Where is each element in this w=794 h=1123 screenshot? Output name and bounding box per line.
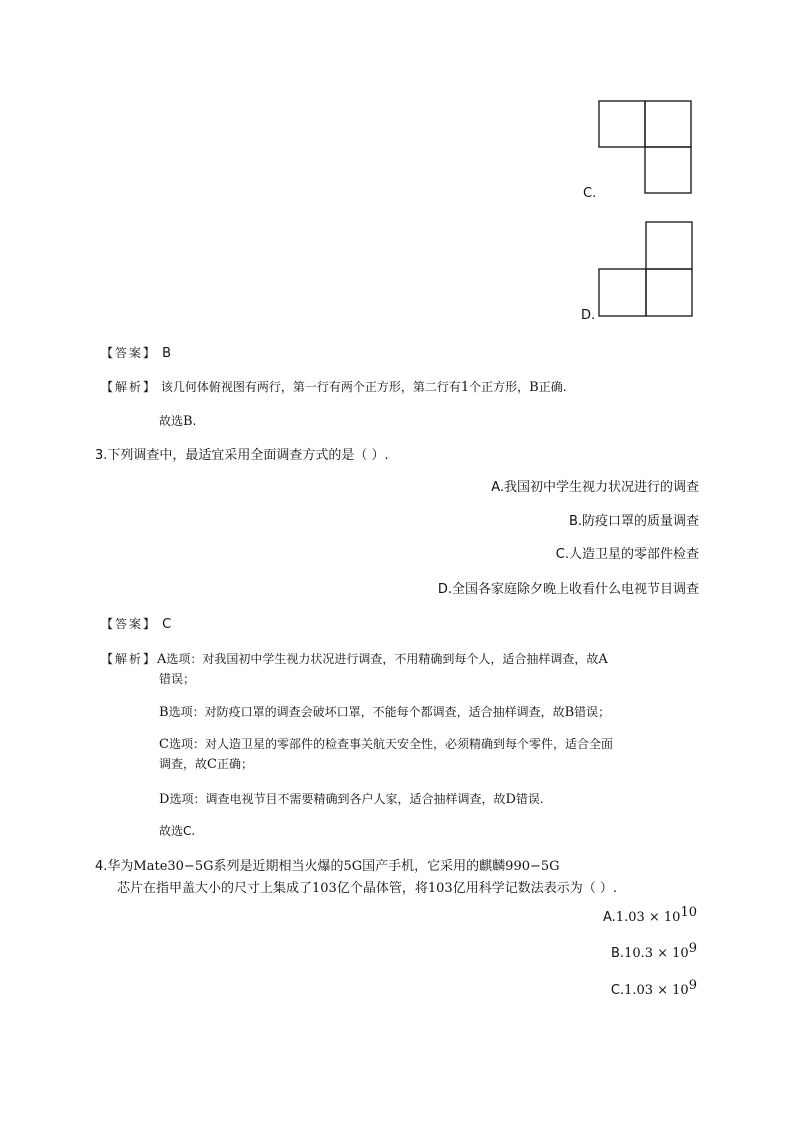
- q4-stem-line2: 芯片在指甲盖大小的尺寸上集成了103亿个晶体管，将103亿用科学记数法表示为（ ）.: [117, 881, 617, 896]
- option-c-figure: [598, 100, 694, 196]
- square-c-3: [645, 147, 691, 193]
- answer-value: B: [162, 346, 172, 361]
- q3-answer: [101, 613, 171, 632]
- answer-value: C: [162, 617, 172, 632]
- q3-analysis-c: C选项：对人造卫星的零部件的检查事关航天安全性，必须精确到每个零件，适合全面: [159, 737, 613, 752]
- square-c-1: [599, 101, 645, 147]
- answer-tag: 【答案】: [101, 617, 158, 631]
- option-d-figure-label: D.: [581, 308, 596, 323]
- q3-option-d: D.全国各家庭除夕晚上收看什么电视节目调查: [437, 582, 699, 597]
- q3-stem: 3.下列调查中，最适宜采用全面调查方式的是（ ）.: [95, 448, 389, 463]
- q3-analysis-a-cont: 错误；: [159, 672, 196, 686]
- q3-conclusion: 故选C.: [159, 824, 196, 838]
- option-d-figure: [597, 221, 695, 317]
- q2-conclusion: 故选B.: [159, 414, 197, 429]
- analysis-tag: 【解析】: [101, 380, 158, 394]
- option-c-figure-label: C.: [583, 186, 597, 201]
- q4-option-c: $C.1.03 \times 10^9$: [610, 978, 697, 998]
- q3-option-a: A.我国初中学生视力状况进行的调查: [491, 480, 699, 495]
- q2-answer: [101, 342, 171, 361]
- square-d-3: [646, 269, 692, 316]
- analysis-tag: 【解析】: [101, 652, 158, 666]
- q3-analysis-b: B选项：对防疫口罩的调查会破坏口罩，不能每个都调查，适合抽样调查，故B错误；: [159, 705, 611, 720]
- q4-option-b: $B.10.3 \times 10^9$: [611, 941, 697, 961]
- q3-analysis-a: 【解析】A选项：对我国初中学生视力状况进行调查，不用精确到每个人，适合抽样调查，故A: [101, 652, 608, 667]
- q3-option-c: C.人造卫星的零部件检查: [555, 547, 699, 562]
- q2-analysis: 【解析】 该几何体俯视图有两行，第一行有两个正方形，第二行有1个正方形，B正确.: [101, 380, 567, 395]
- square-c-2: [645, 101, 691, 147]
- q3-analysis-c-cont: 调查，故C正确；: [159, 757, 253, 772]
- q4-option-a: $A.1.03 \times 10^{10}$: [603, 905, 697, 925]
- square-d-1: [646, 222, 692, 269]
- square-d-2: [599, 269, 646, 316]
- analysis-text: 该几何体俯视图有两行，第一行有两个正方形，第二行有: [160, 380, 461, 394]
- q3-analysis-d: D选项：调查电视节目不需要精确到各户人家，适合抽样调查，故D错误.: [159, 792, 544, 807]
- q4-stem-line1: 4.华为Mate30−5G系列是近期相当火爆的5G国产手机，它采用的麒麟990−5G: [95, 859, 560, 874]
- q3-option-b: B.防疫口罩的质量调查: [568, 514, 699, 529]
- answer-tag: 【答案】: [101, 346, 158, 360]
